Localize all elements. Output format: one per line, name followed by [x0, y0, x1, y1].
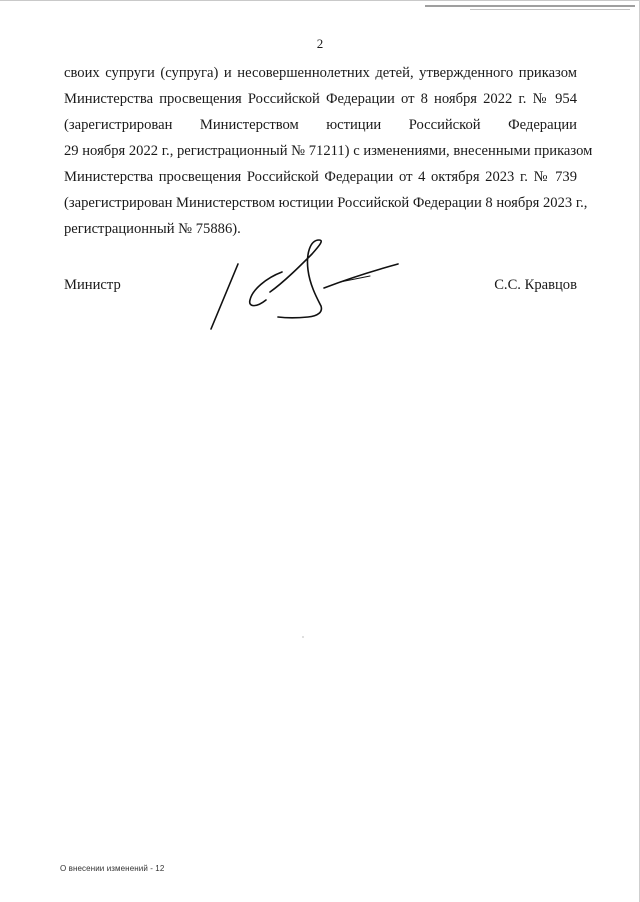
signature-block [64, 277, 577, 299]
body-line-4: 29 ноября 2022 г., регистрационный № 71211) с изменениями, внесенными приказом [64, 143, 593, 159]
body-line-3: (зарегистрирован Министерством юстиции Российской Федерации [64, 117, 577, 133]
signer-name: С.С. Кравцов [494, 277, 577, 293]
body-line-5: Министерства просвещения Российской Федерации от 4 октября 2023 г. № 739 [64, 169, 577, 185]
page-number: 2 [316, 36, 324, 51]
body-line-2: Министерства просвещения Российской Федерации от 8 ноября 2022 г. № 954 [64, 91, 577, 107]
footer-note: О внесении изменений - 12 [60, 864, 165, 873]
signer-title: Министр [64, 277, 121, 293]
document-body [64, 60, 593, 242]
body-line-1: своих супруги (супруга) и несовершеннолетних детей, утвержденного приказом [64, 65, 577, 81]
scan-artifact-line [425, 5, 635, 7]
scan-speck [302, 636, 304, 638]
body-line-6: (зарегистрирован Министерством юстиции Российской Федерации 8 ноября 2023 г., [64, 195, 588, 211]
body-line-7: регистрационный № 75886). [64, 221, 241, 237]
scan-edge-top [0, 0, 640, 1]
scan-artifact-line-thin [470, 9, 630, 10]
